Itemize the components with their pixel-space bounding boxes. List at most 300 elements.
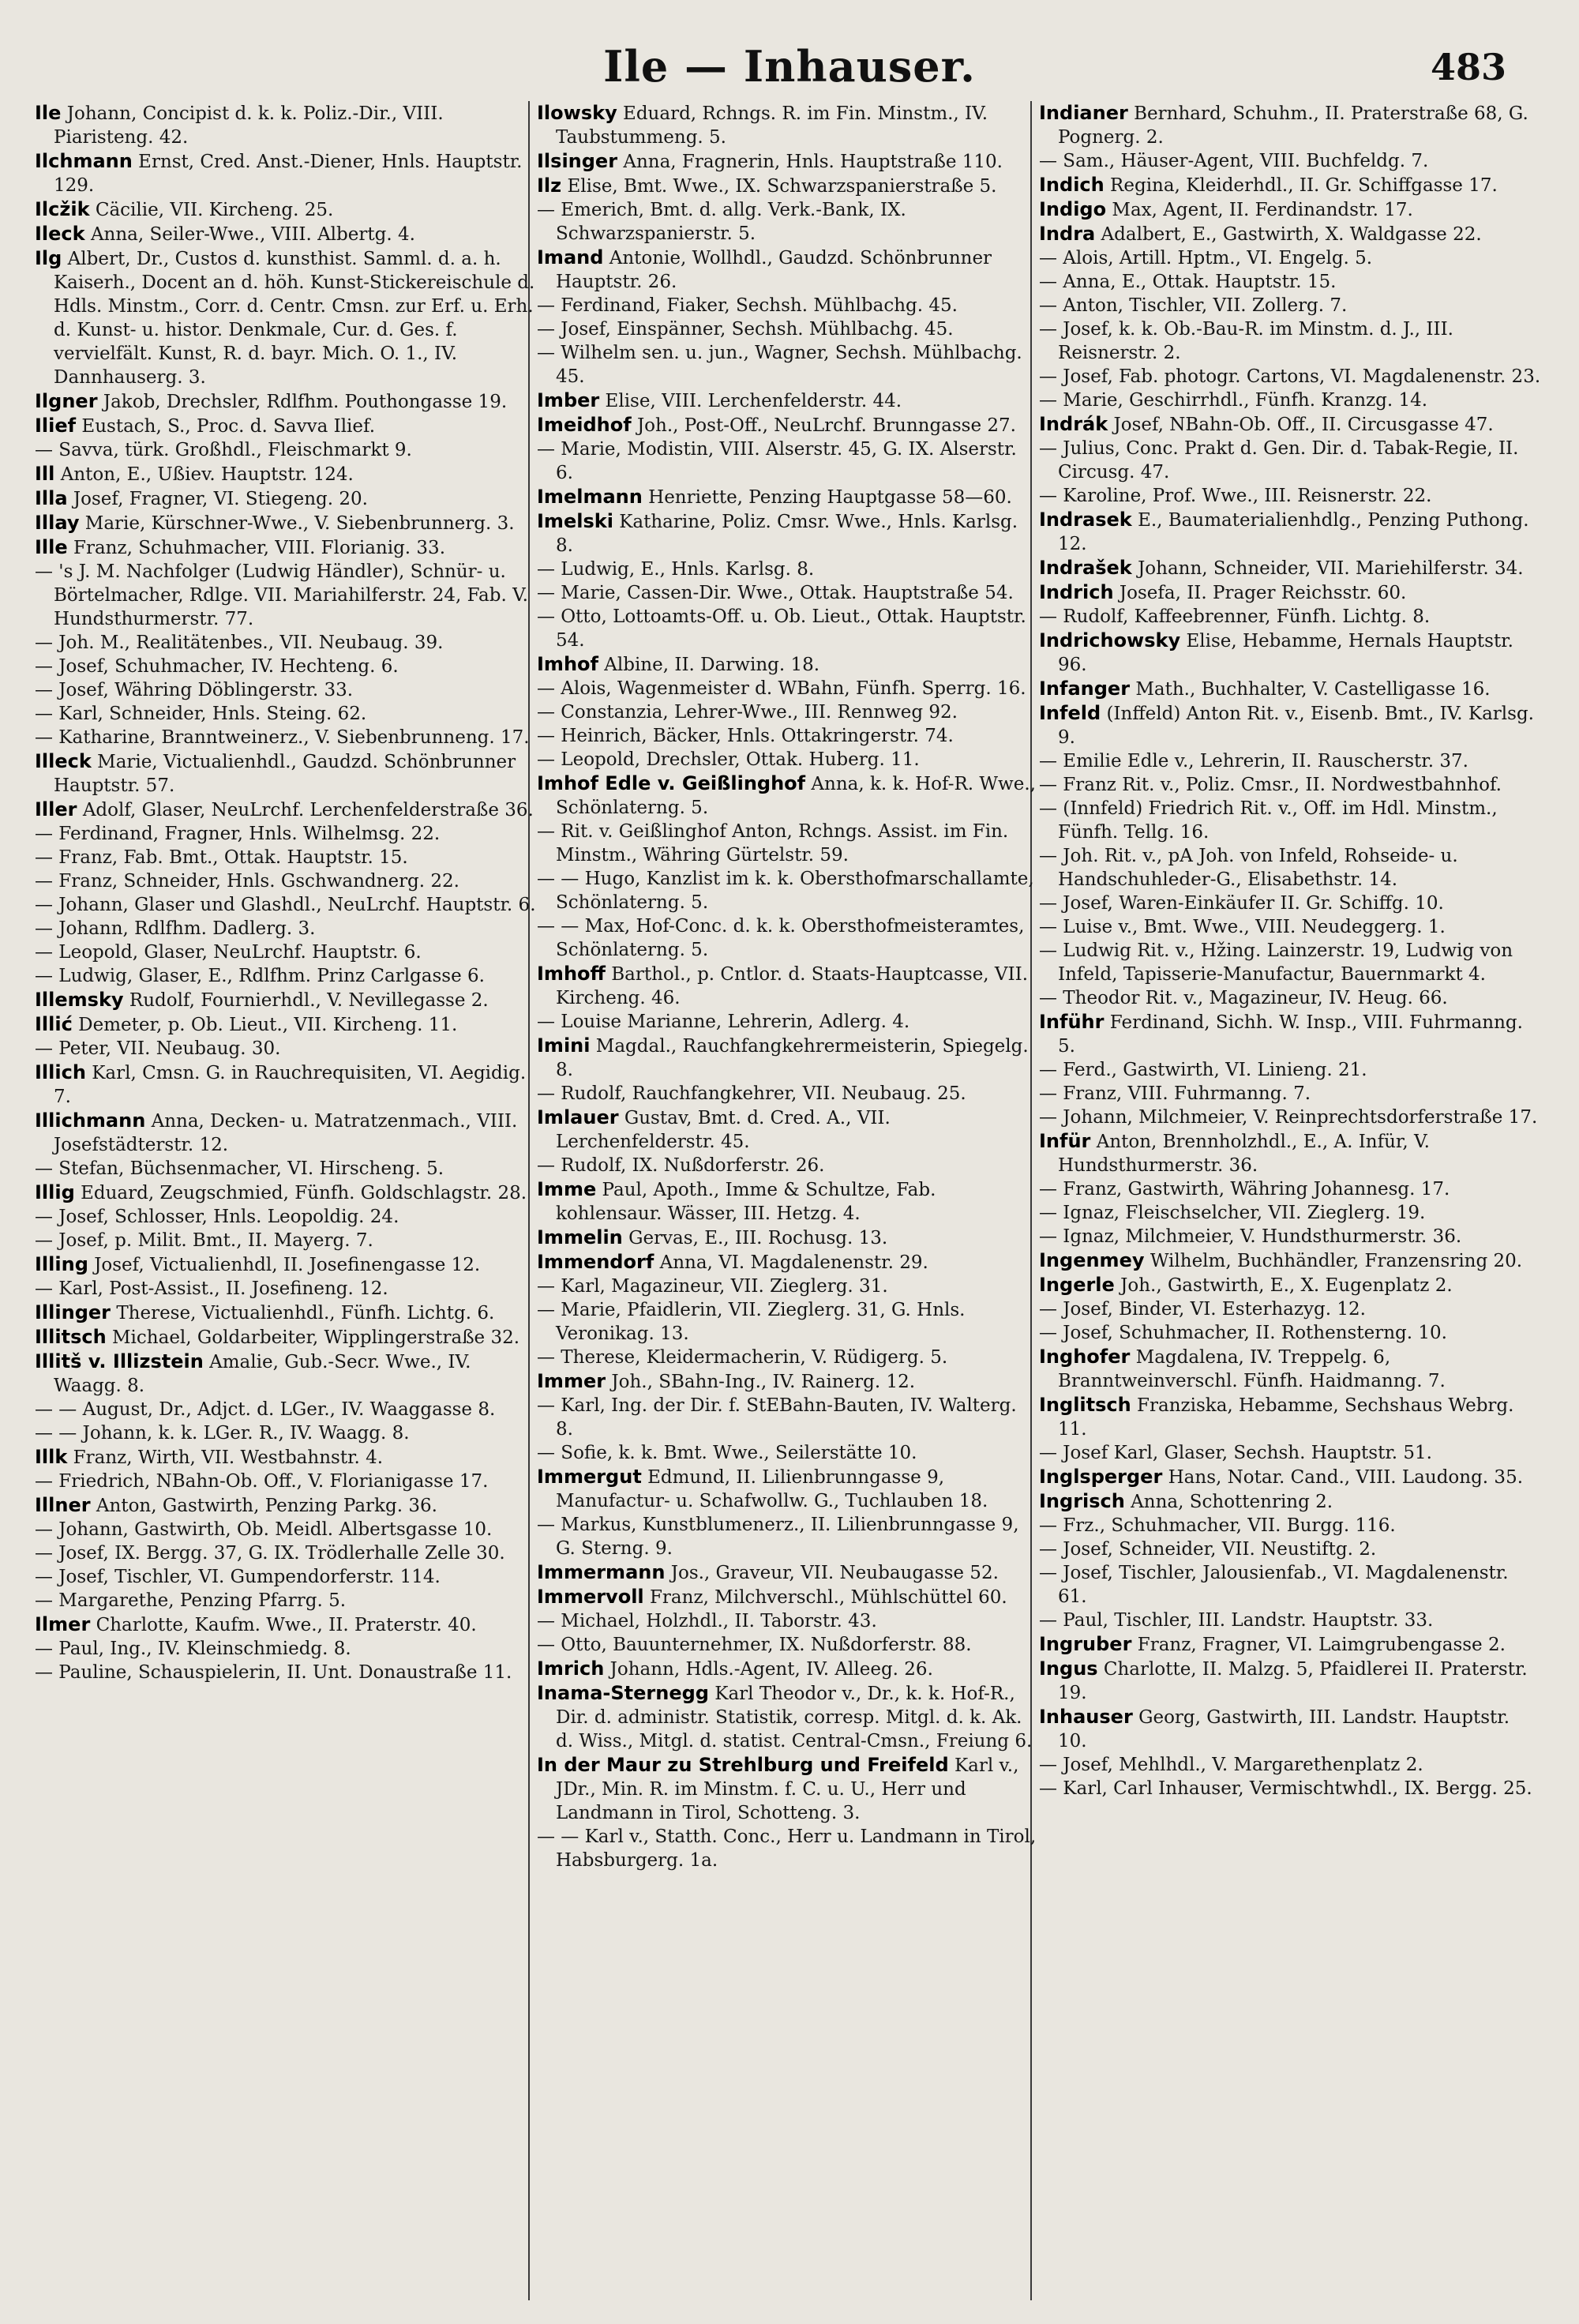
entry-details: Math., Buchhalter, V. Castelligasse 16. xyxy=(1135,679,1491,700)
entry-surname: Immervoll xyxy=(537,1586,644,1608)
entry-details: Anton, Gastwirth, Penzing Parkg. 36. xyxy=(96,1496,437,1516)
directory-entry xyxy=(537,1106,1039,1154)
entry-details: — Sam., Häuser-Agent, VIII. Buchfeldg. 7. xyxy=(1039,151,1429,171)
entry-surname: Illing xyxy=(35,1253,88,1275)
entry-details: (Inffeld) Anton Rit. v., Eisenb. Bmt., IV. Karlsg. 9. xyxy=(1058,704,1534,748)
directory-entry xyxy=(35,222,537,246)
entry-surname: Imini xyxy=(537,1034,591,1057)
entry-details: — Katharine, Branntweinerz., V. Siebenbrunneng. 17. xyxy=(35,727,530,748)
entry-details: — Savva, türk. Großhdl., Fleischmarkt 9. xyxy=(35,440,412,460)
entry-details: Josef, NBahn-Ob. Off., II. Circusgasse 47. xyxy=(1113,415,1494,435)
entry-details: — Franz Rit. v., Poliz. Cmsr., II. Nordwestbahnhof. xyxy=(1039,775,1502,795)
entry-details: Edmund, II. Lilienbrunngasse 9, Manufactur- u. Schafwollw. G., Tuchlauben 18. xyxy=(556,1467,988,1511)
entry-surname: Indra xyxy=(1039,223,1096,245)
entry-details: — — Hugo, Kanzlist im k. k. Obersthofmarschallamte, Schönlaterng. 5. xyxy=(537,869,1034,913)
entry-details: — Alois, Wagenmeister d. WBahn, Fünfh. Sperrg. 16. xyxy=(537,678,1026,699)
entry-surname: Imhof Edle v. Geißlinghof xyxy=(537,772,806,794)
entry-details: — Louise Marianne, Lehrerin, Adlerg. 4. xyxy=(537,1012,910,1032)
directory-entry xyxy=(35,438,537,462)
directory-entry xyxy=(35,726,537,749)
entry-surname: Illitš v. Illizstein xyxy=(35,1350,204,1372)
directory-entry xyxy=(1039,173,1541,197)
directory-entry xyxy=(537,509,1039,558)
directory-entry xyxy=(1039,986,1541,1010)
entry-surname: Indigo xyxy=(1039,198,1107,220)
entry-surname: Illichmann xyxy=(35,1109,146,1132)
entry-surname: In der Maur zu Strehlburg und Freifeld xyxy=(537,1754,949,1776)
directory-entry xyxy=(35,1350,537,1398)
directory-entry xyxy=(35,1589,537,1613)
entry-surname: Ille xyxy=(35,536,68,558)
directory-entry xyxy=(537,1560,1039,1585)
entry-surname: Ilz xyxy=(537,175,562,197)
directory-entry xyxy=(35,1637,537,1661)
entry-details: — Marie, Geschirrhdl., Fünfh. Kranzg. 14. xyxy=(1039,390,1428,411)
directory-entry xyxy=(1039,389,1541,412)
entry-details: — Josef, Schuhmacher, II. Rothensterng. 10. xyxy=(1039,1323,1447,1343)
entry-surname: Illinger xyxy=(35,1301,111,1323)
entry-surname: Ilgner xyxy=(35,390,98,412)
entry-details: Charlotte, Kaufm. Wwe., II. Praterstr. 40. xyxy=(96,1615,477,1635)
directory-entry xyxy=(1039,1225,1541,1248)
directory-entry xyxy=(1039,484,1541,508)
directory-entry xyxy=(35,655,537,678)
entry-details: — Josef, Einspänner, Sechsh. Mühlbachg. 45. xyxy=(537,319,954,340)
entry-details: Ferdinand, Sichh. W. Insp., VIII. Fuhrmanng. 5. xyxy=(1058,1012,1523,1057)
entry-surname: Ileck xyxy=(35,223,85,245)
directory-entry xyxy=(1039,1777,1541,1800)
directory-entry xyxy=(1039,1082,1541,1106)
entry-surname: Ingus xyxy=(1039,1658,1098,1680)
directory-entry xyxy=(35,749,537,798)
entry-surname: Illitsch xyxy=(35,1326,107,1348)
directory-entry xyxy=(1039,1010,1541,1058)
entry-details: — Josef, Schuhmacher, IV. Hechteng. 6. xyxy=(35,656,399,677)
entry-details: — Karl, Carl Inhauser, Vermischtwhdl., IX. Bergg. 25. xyxy=(1039,1778,1532,1799)
entry-details: — Ludwig, Glaser, E., Rdlfhm. Prinz Carlgasse 6. xyxy=(35,966,485,986)
directory-entry xyxy=(1039,508,1541,556)
entry-details: Adalbert, E., Gastwirth, X. Waldgasse 22. xyxy=(1101,224,1482,245)
entry-details: Johann, Schneider, VII. Mariehilferstr. 34. xyxy=(1138,558,1524,579)
entry-details: Michael, Goldarbeiter, Wipplingerstraße 32. xyxy=(112,1327,520,1348)
directory-entry xyxy=(1039,556,1541,580)
entry-details: Therese, Victualienhdl., Fünfh. Lichtg. 6. xyxy=(116,1303,495,1323)
directory-entry xyxy=(35,1421,537,1445)
entry-details: — Friedrich, NBahn-Ob. Off., V. Florianigasse 17. xyxy=(35,1471,489,1492)
directory-entry xyxy=(537,677,1039,700)
entry-surname: Illk xyxy=(35,1446,68,1468)
entry-details: — — August, Dr., Adjct. d. LGer., IV. Waaggasse 8. xyxy=(35,1399,496,1420)
entry-surname: Inführ xyxy=(1039,1011,1105,1033)
entry-details: — Joh. M., Realitätenbes., VII. Neubaug. 39. xyxy=(35,633,444,653)
directory-entry xyxy=(35,988,537,1012)
entry-details: — Therese, Kleidermacherin, V. Rüdigerg. 5. xyxy=(537,1347,948,1368)
directory-entry xyxy=(35,1012,537,1037)
directory-entry xyxy=(1039,197,1541,222)
directory-entry xyxy=(1039,915,1541,939)
entry-details: — Peter, VII. Neubaug. 30. xyxy=(35,1038,281,1059)
entry-details: — Karl, Schneider, Hnls. Steing. 62. xyxy=(35,704,367,724)
entry-details: — (Innfeld) Friedrich Rit. v., Off. im Hdl. Minstm., Fünfh. Tellg. 16. xyxy=(1039,798,1498,843)
directory-entry xyxy=(1039,1129,1541,1177)
entry-surname: Ilief xyxy=(35,415,77,437)
entry-details: Joh., Post-Off., NeuLrchf. Brunngasse 27. xyxy=(636,415,1016,436)
entry-details: Bernhard, Schuhm., II. Praterstraße 68, G. Pognerg. 2. xyxy=(1058,103,1528,148)
entry-details: Johann, Hdls.-Agent, IV. Alleeg. 26. xyxy=(609,1659,933,1680)
directory-entry xyxy=(35,149,537,197)
entry-details: — Karl, Ing. der Dir. f. StEBahn-Bauten, IV. Walterg. 8. xyxy=(537,1395,1017,1440)
entry-details: — Ludwig, E., Hnls. Karlsg. 8. xyxy=(537,559,815,580)
directory-entry xyxy=(35,1061,537,1109)
entry-surname: Ilg xyxy=(35,247,62,269)
entry-details: — Rit. v. Geißlinghof Anton, Rchngs. Assist. im Fin. Minstm., Währing Gürtelstr. 59. xyxy=(537,821,1009,865)
directory-entry xyxy=(537,149,1039,174)
running-head xyxy=(0,41,1579,96)
directory-entry xyxy=(35,1445,537,1470)
entry-surname: Illemsky xyxy=(35,989,124,1011)
directory-entry xyxy=(537,772,1039,820)
directory-entry xyxy=(35,1109,537,1157)
directory-entry xyxy=(1039,1321,1541,1345)
directory-entry xyxy=(35,1157,537,1181)
entry-details: — Paul, Tischler, III. Landstr. Hauptstr. 33. xyxy=(1039,1610,1434,1631)
entry-details: — Marie, Pfaidlerin, VII. Zieglerg. 31, G. Hnls. Veronikag. 13. xyxy=(537,1300,966,1344)
directory-entry xyxy=(537,1513,1039,1560)
directory-entry xyxy=(537,1394,1039,1441)
directory-entry xyxy=(537,1177,1039,1226)
entry-details: Joh., SBahn-Ing., IV. Rainerg. 12. xyxy=(611,1372,916,1392)
entry-surname: Indrichowsky xyxy=(1039,629,1181,651)
directory-entry xyxy=(537,101,1039,149)
directory-entry xyxy=(537,558,1039,581)
directory-entry xyxy=(537,485,1039,509)
entry-details: — Josef, Fab. photogr. Cartons, VI. Magdalenenstr. 23. xyxy=(1039,366,1541,387)
directory-entry xyxy=(1039,1106,1541,1129)
directory-entry xyxy=(35,1229,537,1252)
entry-details: — Josef, Schneider, VII. Neustiftg. 2. xyxy=(1039,1539,1377,1560)
entry-details: Jos., Graveur, VII. Neubaugasse 52. xyxy=(670,1563,999,1583)
entry-details: — Michael, Holzhdl., II. Taborstr. 43. xyxy=(537,1611,877,1631)
directory-entry xyxy=(35,560,537,631)
entry-surname: Indich xyxy=(1039,174,1105,196)
entry-details: — Ferdinand, Fragner, Hnls. Wilhelmsg. 22. xyxy=(35,824,441,844)
entry-details: — Josef, IX. Bergg. 37, G. IX. Trödlerhalle Zelle 30. xyxy=(35,1543,505,1564)
directory-entry xyxy=(537,1657,1039,1681)
entry-details: — Ferd., Gastwirth, VI. Linieng. 21. xyxy=(1039,1060,1367,1080)
directory-entry xyxy=(1039,222,1541,246)
entry-details: — Josef, Mehlhdl., V. Margarethenplatz 2. xyxy=(1039,1755,1423,1775)
entry-details: Albine, II. Darwing. 18. xyxy=(604,655,820,675)
entry-details: — Josef, Währing Döblingerstr. 33. xyxy=(35,680,354,700)
entry-surname: Indrich xyxy=(1039,581,1114,603)
entry-details: Hans, Notar. Cand., VIII. Laudong. 35. xyxy=(1168,1467,1524,1488)
entry-details: Albert, Dr., Custos d. kunsthist. Samml. d. a. h. Kaiserh., Docent an d. höh. Kunst-Stickereischule d. Hdls. Minstm., Corr. d. Centr. Cmsn. zur Erf. u. Erh. d. Kunst- u. histor. Denkmale, Cur. d. Ges. f. vervielfält. Kunst, R. d. bayr. Mich. O. 1., IV. Dannhauserg. 3. xyxy=(54,249,535,388)
entry-details: — Marie, Modistin, VIII. Alserstr. 45, G. IX. Alserstr. 6. xyxy=(537,439,1017,483)
directory-entry xyxy=(1039,677,1541,701)
directory-entry xyxy=(35,846,537,869)
entry-surname: Illner xyxy=(35,1494,91,1516)
entry-details: — Franz, Gastwirth, Währing Johannesg. 17. xyxy=(1039,1179,1450,1200)
directory-entry xyxy=(1039,1609,1541,1632)
directory-entry xyxy=(1039,1393,1541,1441)
directory-entry xyxy=(537,724,1039,748)
entry-details: — Franz, Fab. Bmt., Ottak. Hauptstr. 15. xyxy=(35,847,408,868)
entry-details: — Leopold, Drechsler, Ottak. Huberg. 11. xyxy=(537,749,920,770)
entry-details: Eustach, S., Proc. d. Savva Ilief. xyxy=(81,416,376,437)
directory-entry xyxy=(537,1825,1039,1872)
entry-details: — Ignaz, Milchmeier, V. Hundsthurmerstr. 36. xyxy=(1039,1226,1462,1247)
directory-entry xyxy=(35,389,537,414)
entry-details: — Otto, Lottoamts-Off. u. Ob. Lieut., Ottak. Hauptstr. 54. xyxy=(537,606,1026,651)
entry-details: Demeter, p. Ob. Lieut., VII. Kircheng. 11. xyxy=(78,1015,458,1035)
directory-entry xyxy=(537,1275,1039,1298)
directory-entry xyxy=(537,1346,1039,1369)
entry-details: — Josef, p. Milit. Bmt., II. Mayerg. 7. xyxy=(35,1230,373,1251)
directory-entry xyxy=(1039,246,1541,270)
directory-entry xyxy=(537,174,1039,198)
directory-entry xyxy=(537,198,1039,246)
directory-entry xyxy=(1039,1465,1541,1489)
entry-details: — Anton, Tischler, VII. Zollerg. 7. xyxy=(1039,295,1348,316)
entry-surname: Illa xyxy=(35,487,68,509)
entry-details: — Karl, Post-Assist., II. Josefineng. 12. xyxy=(35,1278,388,1299)
directory-entry xyxy=(537,1154,1039,1177)
directory-entry xyxy=(537,246,1039,294)
directory-entry xyxy=(1039,1705,1541,1753)
entry-details: Amalie, Gub.-Secr. Wwe., IV. Waagg. 8. xyxy=(54,1352,471,1396)
entry-details: — Leopold, Glaser, NeuLrchf. Hauptstr. 6. xyxy=(35,942,422,963)
entry-details: — Emilie Edle v., Lehrerin, II. Rauscherstr. 37. xyxy=(1039,751,1468,772)
entry-details: Gervas, E., III. Rochusg. 13. xyxy=(628,1228,888,1248)
entry-surname: Ill xyxy=(35,463,55,485)
entry-surname: Inghofer xyxy=(1039,1346,1131,1368)
entry-details: — — Max, Hof-Conc. d. k. k. Obersthofmeisteramtes, Schönlaterng. 5. xyxy=(537,916,1025,960)
entry-surname: Imlauer xyxy=(537,1106,619,1128)
directory-entry xyxy=(537,962,1039,1010)
entry-surname: Ingenmey xyxy=(1039,1249,1145,1271)
entry-details: — Josef, Tischler, VI. Gumpendorferstr. 114. xyxy=(35,1567,441,1587)
directory-entry xyxy=(1039,797,1541,844)
directory-entry xyxy=(537,1298,1039,1346)
entry-surname: Inama-Sternegg xyxy=(537,1682,709,1704)
directory-entry xyxy=(35,197,537,222)
directory-entry xyxy=(1039,629,1541,677)
entry-surname: Immelin xyxy=(537,1226,623,1248)
entry-details: — — Johann, k. k. LGer. R., IV. Waagg. 8. xyxy=(35,1423,410,1444)
entry-details: — Sofie, k. k. Bmt. Wwe., Seilerstätte 10. xyxy=(537,1443,917,1463)
entry-details: Karl v., JDr., Min. R. im Minstm. f. C. u. U., Herr und Landmann in Tirol, Schotteng. 3. xyxy=(556,1755,1019,1823)
entry-surname: Ilsinger xyxy=(537,150,618,172)
entry-details: Marie, Victualienhdl., Gaudzd. Schönbrunner Hauptstr. 57. xyxy=(54,752,516,796)
entry-details: Anna, Decken- u. Matratzenmach., VIII. Josefstädterstr. 12. xyxy=(54,1111,518,1155)
directory-entry xyxy=(537,294,1039,317)
entry-surname: Iller xyxy=(35,798,77,820)
directory-entry xyxy=(35,822,537,846)
entry-details: Wilhelm, Buchhändler, Franzensring 20. xyxy=(1150,1251,1523,1271)
entry-surname: Ingrisch xyxy=(1039,1490,1125,1512)
column-right xyxy=(1039,101,1541,2300)
entry-surname: Indrasek xyxy=(1039,509,1132,531)
directory-entry xyxy=(537,748,1039,772)
entry-details: Eduard, Rchngs. R. im Fin. Minstm., IV. Taubstummeng. 5. xyxy=(556,103,988,148)
entry-surname: Immer xyxy=(537,1370,606,1392)
entry-details: — Margarethe, Penzing Pfarrg. 5. xyxy=(35,1590,347,1611)
entry-surname: Illić xyxy=(35,1013,73,1035)
directory-entry xyxy=(35,1181,537,1205)
entry-details: Georg, Gastwirth, III. Landstr. Hauptstr. 10. xyxy=(1058,1707,1510,1751)
directory-entry xyxy=(537,437,1039,485)
column-left xyxy=(35,101,537,2300)
directory-entry xyxy=(1039,1058,1541,1082)
entry-surname: Immergut xyxy=(537,1466,642,1488)
directory-entry xyxy=(1039,1297,1541,1321)
entry-details: Adolf, Glaser, NeuLrchf. Lerchenfelderstraße 36. xyxy=(82,800,534,820)
directory-entry xyxy=(537,1753,1039,1825)
entry-details: Franz, Milchverschl., Mühlschüttel 60. xyxy=(649,1587,1007,1608)
entry-surname: Illich xyxy=(35,1061,86,1083)
directory-entry xyxy=(1039,149,1541,173)
directory-entry xyxy=(35,893,537,917)
entry-details: — Johann, Gastwirth, Ob. Meidl. Albertsgasse 10. xyxy=(35,1519,493,1540)
entry-details: — Alois, Artill. Hptm., VI. Engelg. 5. xyxy=(1039,248,1373,268)
entry-details: — Frz., Schuhmacher, VII. Burgg. 116. xyxy=(1039,1515,1396,1536)
entry-details: Elise, Hebamme, Hernals Hauptstr. 96. xyxy=(1058,631,1513,675)
directory-entry xyxy=(35,1277,537,1301)
entry-details: — Joh. Rit. v., pA Joh. von Infeld, Rohseide- u. Handschuhleder-G., Elisabethstr. 14. xyxy=(1039,846,1458,890)
directory-entry xyxy=(537,1465,1039,1513)
directory-entry xyxy=(1039,1248,1541,1273)
directory-entry xyxy=(35,678,537,702)
directory-entry xyxy=(1039,749,1541,773)
entry-surname: Imme xyxy=(537,1178,597,1200)
entry-details: Max, Agent, II. Ferdinandstr. 17. xyxy=(1112,200,1413,220)
directory-entry xyxy=(1039,270,1541,294)
running-title: Ile — Inhauser. xyxy=(603,41,976,92)
entry-details: — Stefan, Büchsenmacher, VI. Hirscheng. 5. xyxy=(35,1158,444,1179)
entry-details: Franz, Fragner, VI. Laimgrubengasse 2. xyxy=(1137,1635,1506,1655)
directory-entry xyxy=(537,1226,1039,1250)
directory-entry xyxy=(537,1250,1039,1275)
entry-surname: Imrich xyxy=(537,1658,605,1680)
directory-entry xyxy=(1039,939,1541,986)
page-number: 483 xyxy=(1430,46,1506,88)
entry-details: Anna, VI. Magdalenenstr. 29. xyxy=(659,1252,928,1273)
directory-entry xyxy=(35,1470,537,1493)
directory-entry xyxy=(1039,1441,1541,1465)
entry-details: Barthol., p. Cntlor. d. Staats-Hauptcasse, VII. Kircheng. 46. xyxy=(556,964,1029,1008)
entry-details: Antonie, Wollhdl., Gaudzd. Schönbrunner Hauptstr. 26. xyxy=(556,248,992,292)
directory-entry xyxy=(35,964,537,988)
directory-entry xyxy=(1039,1753,1541,1777)
entry-details: Josefa, II. Prager Reichsstr. 60. xyxy=(1119,583,1407,603)
entry-details: Josef, Fragner, VI. Stiegeng. 20. xyxy=(73,489,368,509)
directory-entry xyxy=(35,535,537,560)
directory-entry xyxy=(1039,1177,1541,1201)
directory-entry xyxy=(1039,1537,1541,1561)
directory-entry xyxy=(1039,1345,1541,1393)
directory-entry xyxy=(35,1661,537,1684)
directory-entry xyxy=(35,869,537,893)
entry-details: Henriette, Penzing Hauptgasse 58—60. xyxy=(648,487,1012,508)
entry-details: — Franz, Schneider, Hnls. Gschwandnerg. 22. xyxy=(35,871,459,892)
directory-entry xyxy=(1039,580,1541,605)
directory-entry xyxy=(537,652,1039,677)
directory-entry xyxy=(35,511,537,535)
entry-details: Paul, Apoth., Imme & Schultze, Fab. kohlensaur. Wässer, III. Hetzg. 4. xyxy=(556,1180,936,1224)
entry-details: — Ferdinand, Fiaker, Sechsh. Mühlbachg. 45. xyxy=(537,295,958,316)
entry-details: Marie, Kürschner-Wwe., V. Siebenbrunnerg. 3. xyxy=(84,513,515,534)
entry-details: Charlotte, II. Malzg. 5, Pfaidlerei II. Praterstr. 19. xyxy=(1058,1659,1528,1703)
entry-details: Franz, Wirth, VII. Westbahnstr. 4. xyxy=(73,1447,384,1468)
directory-entry xyxy=(1039,1632,1541,1657)
entry-details: — Rudolf, Rauchfangkehrer, VII. Neubaug. 25. xyxy=(537,1083,966,1104)
entry-details: — Josef, Tischler, Jalousienfab., VI. Magdalenenstr. 61. xyxy=(1039,1563,1509,1607)
directory-entry xyxy=(537,1369,1039,1394)
directory-entry xyxy=(1039,1514,1541,1537)
entry-details: Karl, Cmsn. G. in Rauchrequisiten, VI. Aegidig. 7. xyxy=(54,1063,527,1107)
entry-details: — Theodor Rit. v., Magazineur, IV. Heug. 66. xyxy=(1039,988,1448,1008)
directory-entry xyxy=(35,1565,537,1589)
entry-details: — Paul, Ing., IV. Kleinschmiedg. 8. xyxy=(35,1639,351,1659)
directory-entry xyxy=(35,246,537,389)
column-middle xyxy=(537,101,1039,2300)
entry-surname: Inglitsch xyxy=(1039,1394,1131,1416)
directory-entry xyxy=(1039,1489,1541,1514)
entry-surname: Indianer xyxy=(1039,102,1128,124)
entry-details: Magdalena, IV. Treppelg. 6, Branntweinverschl. Fünfh. Haidmanng. 7. xyxy=(1058,1347,1446,1391)
entry-details: — Anna, E., Ottak. Hauptstr. 15. xyxy=(1039,272,1337,292)
entry-surname: Infür xyxy=(1039,1130,1091,1152)
entry-details: — Josef, Waren-Einkäufer II. Gr. Schiffg. 10. xyxy=(1039,893,1444,914)
directory-entry xyxy=(1039,412,1541,437)
directory-entry xyxy=(537,914,1039,962)
entry-surname: Ilcžik xyxy=(35,198,90,220)
directory-entry xyxy=(537,1082,1039,1106)
directory-entry xyxy=(537,1034,1039,1082)
directory-entry xyxy=(35,462,537,486)
entry-surname: Indrák xyxy=(1039,413,1108,435)
entry-details: Anna, Schottenring 2. xyxy=(1131,1492,1333,1512)
entry-details: — — Karl v., Statth. Conc., Herr u. Landmann in Tirol, Habsburgerg. 1a. xyxy=(537,1827,1037,1871)
directory-entry xyxy=(1039,101,1541,149)
directory-entry xyxy=(537,341,1039,389)
entry-details: Regina, Kleiderhdl., II. Gr. Schiffgasse 17. xyxy=(1110,175,1498,196)
directory-entry xyxy=(35,1252,537,1277)
directory-entry xyxy=(537,1609,1039,1633)
entry-surname: Ilmer xyxy=(35,1613,91,1635)
entry-surname: Imhof xyxy=(537,653,598,675)
entry-details: — Luise v., Bmt. Wwe., VIII. Neudeggerg. 1. xyxy=(1039,917,1446,937)
entry-details: — Ignaz, Fleischselcher, VII. Zieglerg. 19. xyxy=(1039,1203,1426,1223)
directory-entry xyxy=(1039,1201,1541,1225)
entry-details: Karl Theodor v., Dr., k. k. Hof-R., Dir. d. administr. Statistik, corresp. Mitgl. d. k. Ak. d. Wiss., Mitgl. d. statist. Central-Cmsn., Freiung 6. xyxy=(556,1684,1033,1751)
entry-details: Elise, Bmt. Wwe., IX. Schwarzspanierstraße 5. xyxy=(567,176,997,197)
entry-details: Jakob, Drechsler, Rdlfhm. Pouthongasse 19. xyxy=(103,392,508,412)
directory-entry xyxy=(537,1633,1039,1657)
entry-surname: Imelmann xyxy=(537,486,643,508)
directory-entry xyxy=(35,798,537,822)
directory-entry xyxy=(35,917,537,940)
directory-entry xyxy=(35,631,537,655)
directory-entry xyxy=(1039,701,1541,749)
directory-entry xyxy=(35,1493,537,1518)
directory-entry xyxy=(35,1398,537,1421)
directory-entry xyxy=(35,486,537,511)
directory-entry xyxy=(35,1037,537,1061)
directory-entry xyxy=(537,820,1039,867)
entry-details: Magdal., Rauchfangkehrermeisterin, Spiegelg. 8. xyxy=(556,1036,1029,1080)
entry-details: Eduard, Zeugschmied, Fünfh. Goldschlagstr. 28. xyxy=(81,1183,527,1203)
